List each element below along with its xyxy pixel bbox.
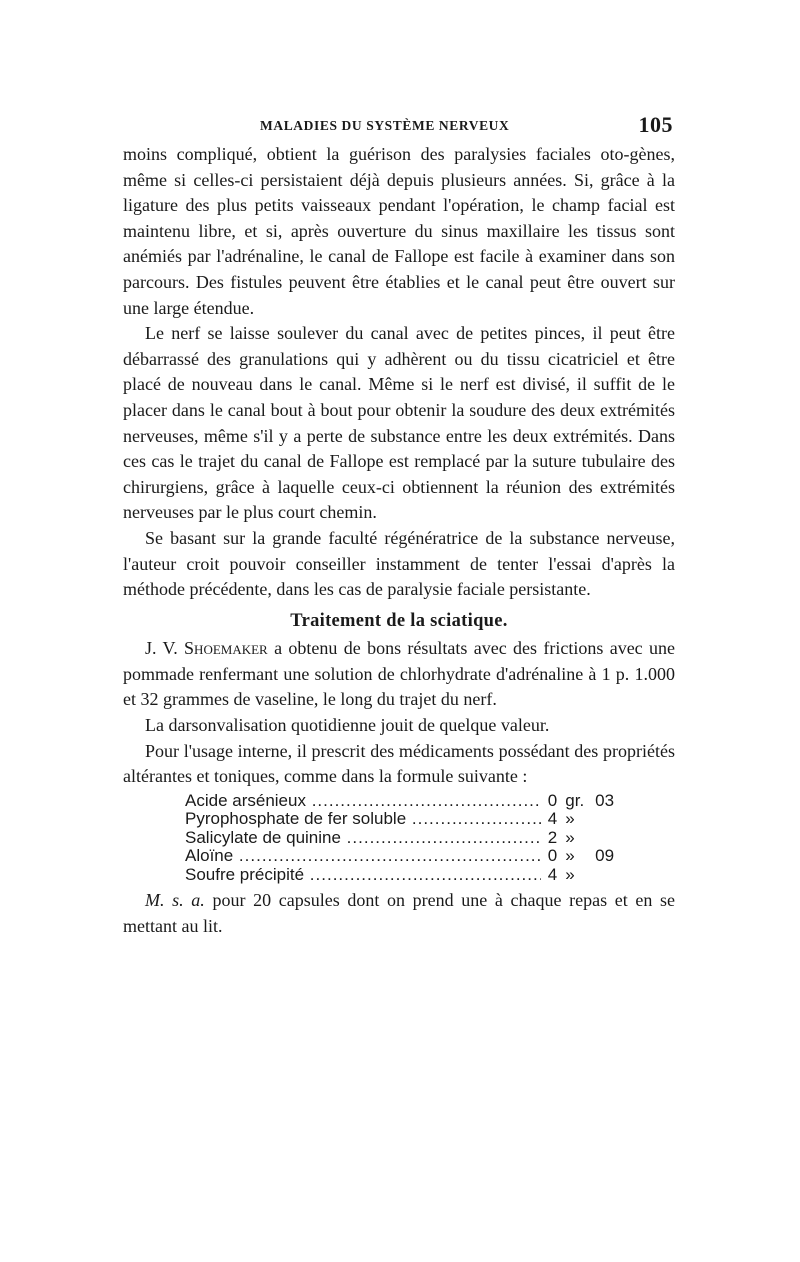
running-head: MALADIES DU SYSTÈME NERVEUX [260, 118, 510, 133]
ingredient-name: Acide arsénieux ..... [185, 792, 541, 811]
paragraph-1: moins compliqué, obtient la guérison des paralysies faciales oto-gènes, même si celles-ci persistaient déjà depuis plusieurs années. Si, grâce à la ligature des plus petits vaisseaux pendant l'opération, le champ facial est maintenu libre, et si, après ouverture du sinus maxillaire les tissus sont anémiés par l'adrénaline, le canal de Fallope est facile à examiner dans son parcours. Des fistules peuvent être établies et le canal peut être ouvert sur une large étendue. [123, 144, 675, 318]
paragraph-4-text: a obtenu de bons résultats avec des frictions avec une pommade renfermant une solution de chlorhydrate d'adrénaline à 1 p. 1.000 et 32 grammes de vaseline, le long du trajet du nerf. [123, 638, 675, 710]
formula-row [185, 866, 625, 885]
prescription-formula [185, 792, 675, 885]
body-text [123, 142, 675, 940]
amount-whole: 4 [547, 809, 558, 829]
formula-row [185, 810, 625, 829]
amount-fraction: 09 [595, 846, 615, 866]
paragraph-3: Se basant sur la grande faculté régénératrice de la substance nerveuse, l'auteur croit pouvoir conseiller instamment de tenter l'essai d'après la méthode précédente, dans les cas de paralysie faciale persistante. [123, 527, 675, 600]
paragraph-2: Le nerf se laisse soulever du canal avec de petites pinces, il peut être débarrassé des granulations qui y adhèrent ou du tissu cicatriciel et être placé de nouveau dans le canal. Même si le nerf est divisé, il suffit de le placer dans le canal bout à bout pour obtenir la soudure des deux extrémités nerveuses, même s'il y a perte de substance entre les deux extrémités. Dans ces cas le trajet du canal de Fallope est remplacé par la suture tubulaire des chirurgiens, grâce à laquelle ceux-ci obtiennent la réunion des extrémités nerveuses par le plus court chemin. [123, 323, 675, 523]
author-name: Shoemaker [184, 638, 268, 659]
amount-whole: 0 [547, 790, 558, 810]
ingredient-name: Aloïne ..... [185, 847, 541, 866]
amount-unit: » [565, 809, 575, 829]
section-heading: Traitement de la sciatique. [290, 610, 508, 631]
amount-unit: gr. [565, 790, 585, 810]
paragraph-4 [123, 636, 675, 713]
ingredient-name: Soufre précipité ..... [185, 866, 541, 885]
formula-row [185, 847, 625, 866]
paragraph-6: Pour l'usage interne, il prescrit des médicaments possédant des propriétés altérantes et toniques, comme dans la formule suivante : [123, 740, 675, 787]
closing-paragraph [123, 888, 675, 939]
closing-abbrev: M. s. a. [145, 890, 205, 911]
paragraph-5: La darsonvalisation quotidienne jouit de quelque valeur. [145, 715, 550, 736]
author-initials: J. V. [145, 638, 178, 659]
amount-whole: 0 [547, 846, 558, 866]
ingredient-name: Pyrophosphate de fer soluble ..... [185, 810, 541, 829]
page-header [123, 112, 675, 142]
amount-unit: » [565, 846, 575, 866]
page-number: 105 [638, 112, 673, 137]
closing-text: pour 20 capsules dont on prend une à chaque repas et en se mettant au lit. [123, 890, 676, 936]
amount-whole: 2 [547, 827, 558, 847]
amount-whole: 4 [547, 864, 558, 884]
ingredient-name: Salicylate de quinine ..... [185, 829, 541, 848]
document-page [123, 112, 675, 940]
formula-row [185, 792, 625, 811]
amount-unit: » [565, 827, 575, 847]
amount-fraction: 03 [595, 790, 615, 810]
amount-unit: » [565, 864, 575, 884]
formula-row [185, 829, 625, 848]
